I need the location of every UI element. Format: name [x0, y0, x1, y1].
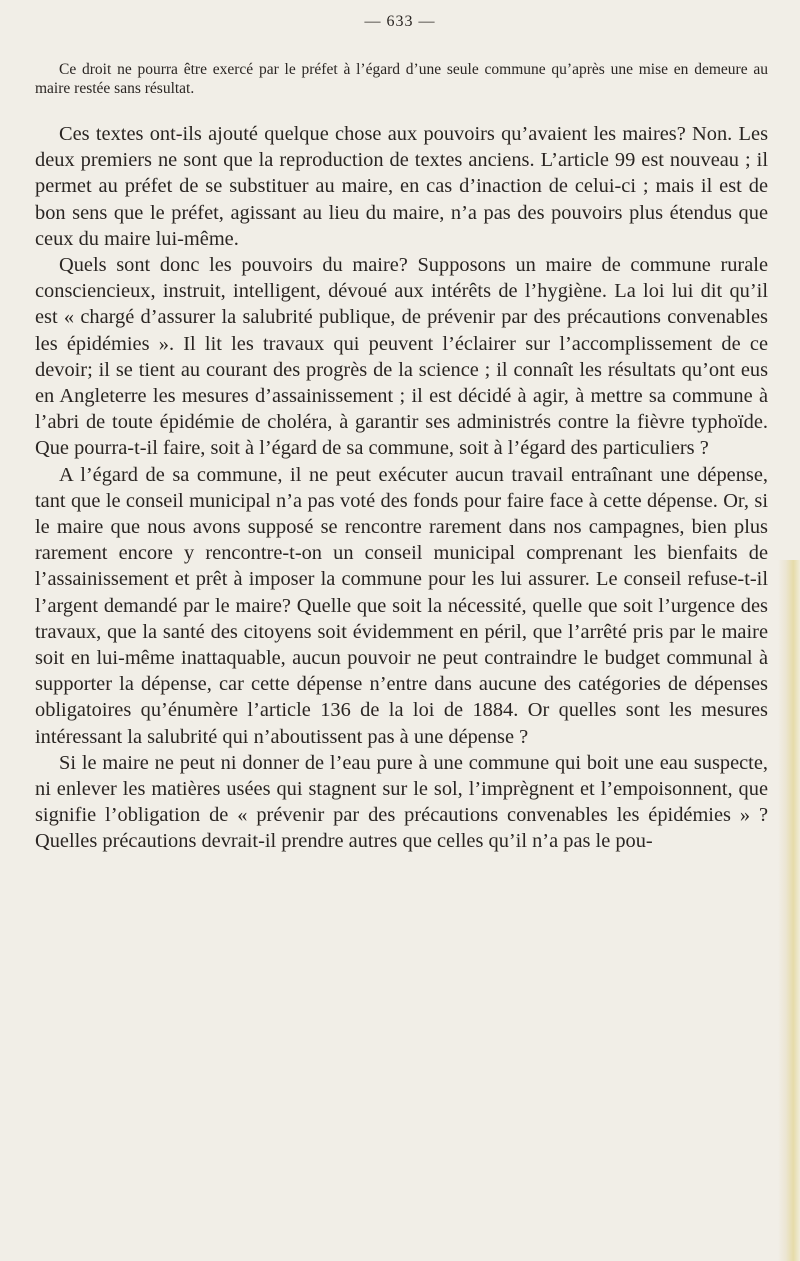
page-number: — 633 —	[364, 13, 436, 30]
paragraph: Quels sont donc les pouvoirs du maire? Supposons un maire de commune rurale consciencieux, instruit, intelligent, dévoué aux intérêts de l’hygiène. La loi lui dit qu’il est « chargé d’assurer la salubrité publique, de prévenir par des précautions convenables les épidémies ». Il lit les travaux qui peuvent l’éclairer sur l’accomplissement de ce devoir; il se tient au courant des progrès de la science ; il connaît les résultats qu’ont eus en Angleterre les mesures d’assainissement ; il est décidé à agir, à mettre sa commune à l’abri de toute épidémie de choléra, à garantir ses administrés contre la fièvre typhoïde. Que pourra-t-il faire, soit à l’égard de sa commune, soit à l’égard des particuliers ?	[35, 254, 768, 460]
footnote: Ce droit ne pourra être exercé par le préfet à l’égard d’une seule commune qu’après une mise en demeure au maire restée sans résultat.	[35, 61, 768, 97]
paragraph: Ces textes ont-ils ajouté quelque chose aux pouvoirs qu’avaient les maires? Non. Les deux premiers ne sont que la reproduction de textes anciens. L’article 99 est nouveau ; il permet au préfet de se substituer au maire, en cas d’inaction de celui-ci ; mais il est de bon sens que le préfet, agissant au lieu du maire, n’a pas des pouvoirs plus étendus que ceux du maire lui-même.	[35, 123, 768, 250]
paragraph: Si le maire ne peut ni donner de l’eau pure à une commune qui boit une eau suspecte, ni enlever les matières usées qui stagnent sur le sol, l’imprègnent et l’empoisonnent, que signifie l’obligation de « prévenir par des précautions convenables les épidémies » ? Quelles précautions devrait-il prendre autres que celles qu’il n’a pas le pou-	[35, 751, 768, 853]
paragraph: A l’égard de sa commune, il ne peut exécuter aucun travail entraînant une dépense, tant que le conseil municipal n’a pas voté des fonds pour faire face à cette dépense. Or, si le maire que nous avons supposé se rencontre rarement dans nos campagnes, bien plus rarement encore y rencontre-t-on un conseil municipal comprenant les bienfaits de l’assainissement et prêt à imposer la commune pour les lui assurer. Le conseil refuse-t-il l’argent demandé par le maire? Quelle que soit la nécessité, quelle que soit l’urgence des travaux, que la santé des citoyens soit évidemment en péril, que l’arrêté pris par le maire soit en lui-même inattaquable, aucun pouvoir ne peut contraindre le budget communal à supporter la dépense, car cette dépense n’entre dans aucune des catégories de dépenses obligatoires qu’énumère l’article 136 de la loi de 1884. Or quelles sont les mesures intéressant la salubrité qui n’aboutissent pas à une dépense ?	[35, 463, 768, 748]
body-text	[35, 121, 768, 855]
page-edge-shadow	[778, 560, 800, 1261]
